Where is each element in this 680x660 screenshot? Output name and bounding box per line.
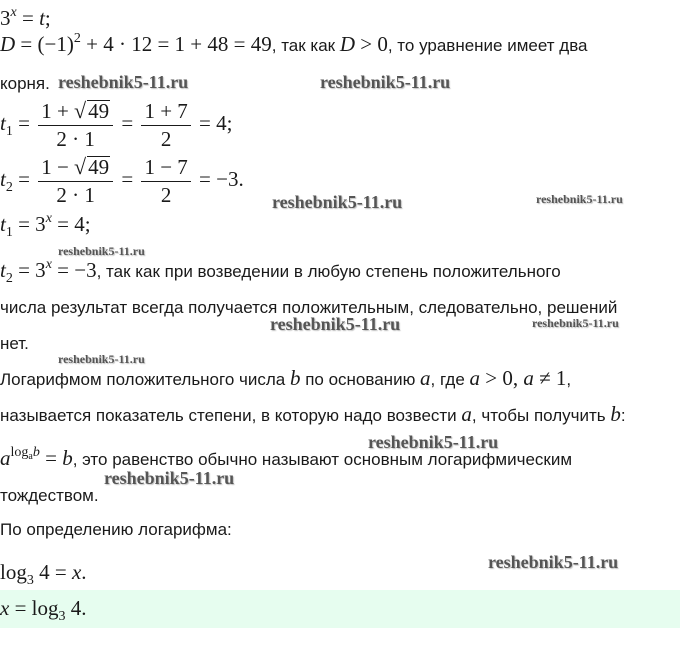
watermark: reshebnik5-11.ru: [58, 72, 189, 92]
t1-exponent-line: $t_1 = 3^x = 4$;: [0, 211, 91, 240]
paragraph-line: нет.: [0, 334, 29, 353]
watermark: reshebnik5-11.ru: [58, 244, 145, 258]
roots-text: корня.: [0, 74, 50, 93]
watermark: reshebnik5-11.ru: [368, 432, 499, 452]
watermark: reshebnik5-11.ru: [536, 192, 623, 206]
t2-formula: $t_2$ = 1 − √ 49 2 · 1 = $\frac{1 - 7}{2}$ = −3.: [0, 154, 244, 207]
answer-line: $x = \log_3 4$.: [0, 596, 87, 624]
definition-line-1: Логарифмом положительного числа b по основанию a, где a > 0, a ≠ 1,: [0, 366, 572, 390]
t2-exponent-line: $t_2 = 3^x = -3$, так как при возведении в любую степень положительного: [0, 257, 561, 286]
log-definition-text: По определению логарифма:: [0, 520, 232, 539]
discriminant-line: $D = (-1)^2 + 4 \cdot 12 = 1 + 48 = 49$, так как D > 0, то уравнение имеет два: [0, 31, 588, 56]
definition-line-4: тождеством.: [0, 486, 99, 505]
watermark: reshebnik5-11.ru: [488, 552, 619, 572]
definition-line-2: называется показатель степени, в которую надо возвести a, чтобы получить b:: [0, 402, 626, 426]
watermark: reshebnik5-11.ru: [320, 72, 451, 92]
log-equation: $\log_3 4 = x$.: [0, 560, 87, 588]
paragraph-line: числа результат всегда получается положительным, следовательно, решений: [0, 298, 618, 317]
t1-fraction-1: 1 + √ 49 2 · 1: [38, 100, 113, 150]
watermark: reshebnik5-11.ru: [58, 352, 145, 366]
t2-fraction-2: $\frac{1 - 7}{2}$: [141, 157, 190, 206]
watermark: reshebnik5-11.ru: [272, 192, 403, 212]
t1-fraction-2: $\frac{1 + 7}{2}$: [141, 101, 190, 150]
watermark: reshebnik5-11.ru: [104, 468, 235, 488]
definition-line-3: $a^{log_ab} = b$, это равенство обычно называют основным логарифмическим: [0, 445, 573, 470]
substitution-line: $3^x = t$;: [0, 5, 51, 30]
watermark: reshebnik5-11.ru: [270, 314, 401, 334]
watermark: reshebnik5-11.ru: [532, 316, 619, 330]
t2-fraction-1: 1 − √ 49 2 · 1: [38, 156, 113, 206]
t1-formula: $t_1$ = 1 + √ 49 2 · 1 = $\frac{1 + 7}{2}$ = 4;: [0, 98, 233, 151]
